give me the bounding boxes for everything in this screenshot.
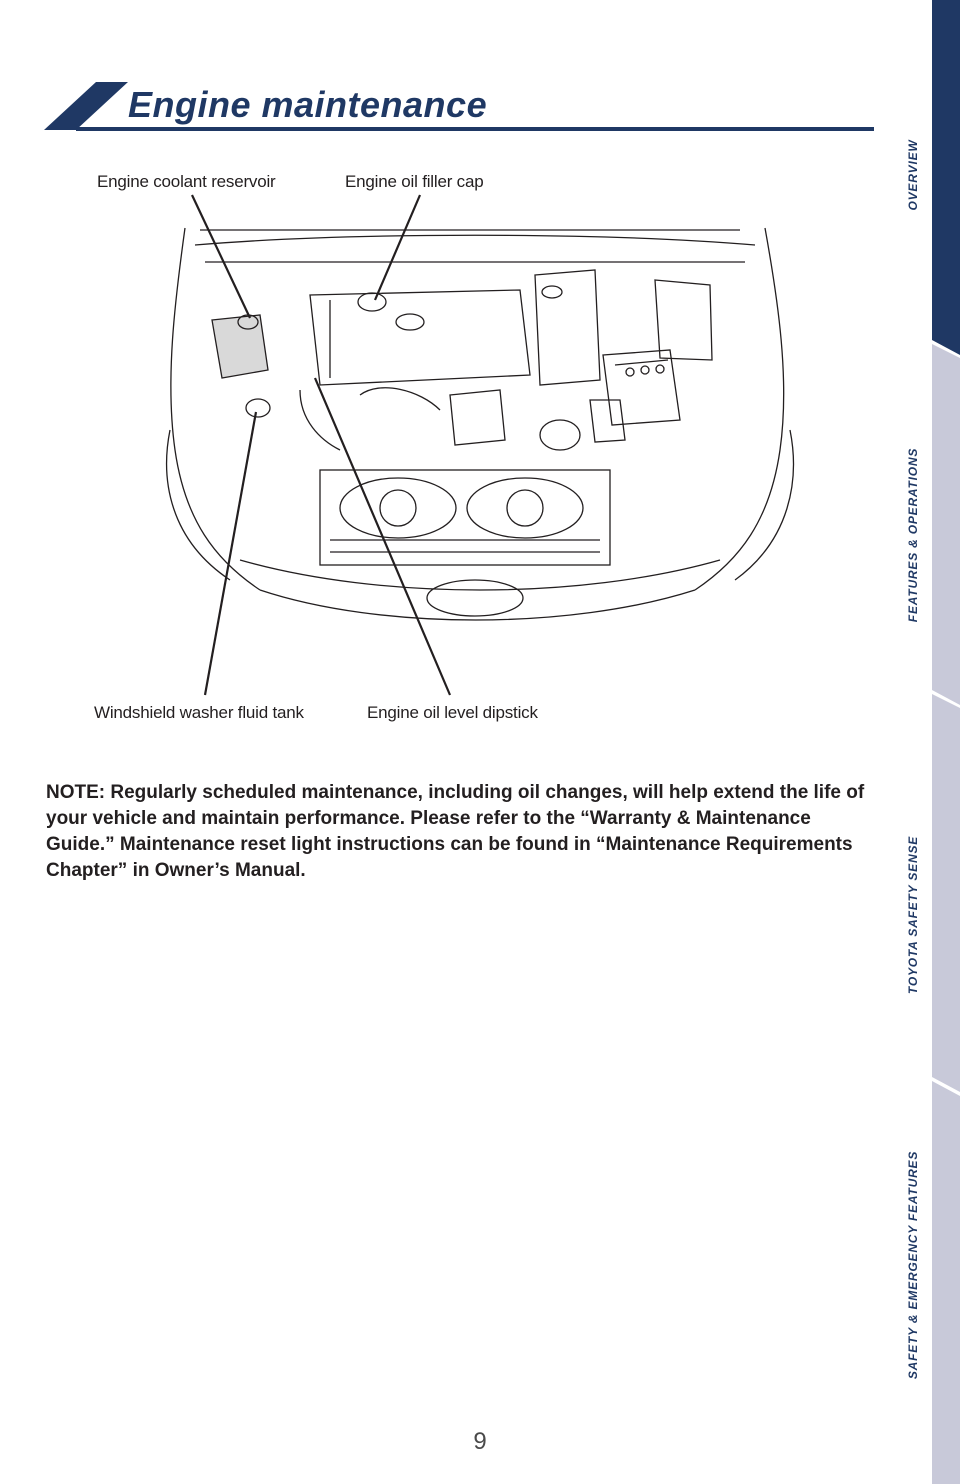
page-header: [0, 0, 890, 140]
side-tab-safety-emergency-label: SAFETY & EMERGENCY FEATURES: [906, 1150, 920, 1380]
side-tab-overview-shape: [932, 0, 960, 355]
side-tab-overview[interactable]: [900, 139, 924, 211]
side-tab-safety-emergency[interactable]: [900, 1150, 924, 1380]
leader-line-dipstick: [315, 378, 450, 695]
page-number: 9: [473, 1428, 487, 1455]
side-tab-features-operations[interactable]: [900, 447, 924, 623]
leader-line-washer: [205, 412, 256, 695]
side-tab-toyota-safety-sense[interactable]: [900, 835, 924, 995]
side-tab-toyota-safety-sense-label: TOYOTA SAFETY SENSE: [906, 835, 920, 995]
side-tab-emergency-shape: [932, 1081, 960, 1484]
callout-windshield-washer-fluid-tank: Windshield washer fluid tank: [94, 703, 304, 722]
callout-engine-oil-level-dipstick: Engine oil level dipstick: [367, 703, 538, 722]
side-tab-features-shape: [932, 344, 960, 705]
leader-line-coolant: [192, 195, 250, 318]
leader-line-filler: [375, 195, 420, 300]
callout-engine-coolant-reservoir: Engine coolant reservoir: [97, 172, 276, 191]
side-tab-safety-sense-shape: [932, 694, 960, 1092]
page-title: Engine maintenance: [128, 84, 488, 125]
side-tab-overview-label: OVERVIEW: [906, 139, 920, 211]
engine-bay-illustration: [0, 150, 890, 740]
maintenance-note: NOTE: Regularly scheduled maintenance, including oil changes, will help extend the life of your vehicle and maintain performance. Please refer to the “Warranty & Maintenance Guide.” Maintenance reset light instructions can be found in “Maintenance Requirements Chapter” in Owner’s Manual.: [46, 782, 865, 881]
side-tab-strip: [920, 0, 960, 1484]
side-tab-features-operations-label: FEATURES & OPERATIONS: [906, 447, 920, 623]
callout-engine-oil-filler-cap: Engine oil filler cap: [345, 172, 484, 191]
